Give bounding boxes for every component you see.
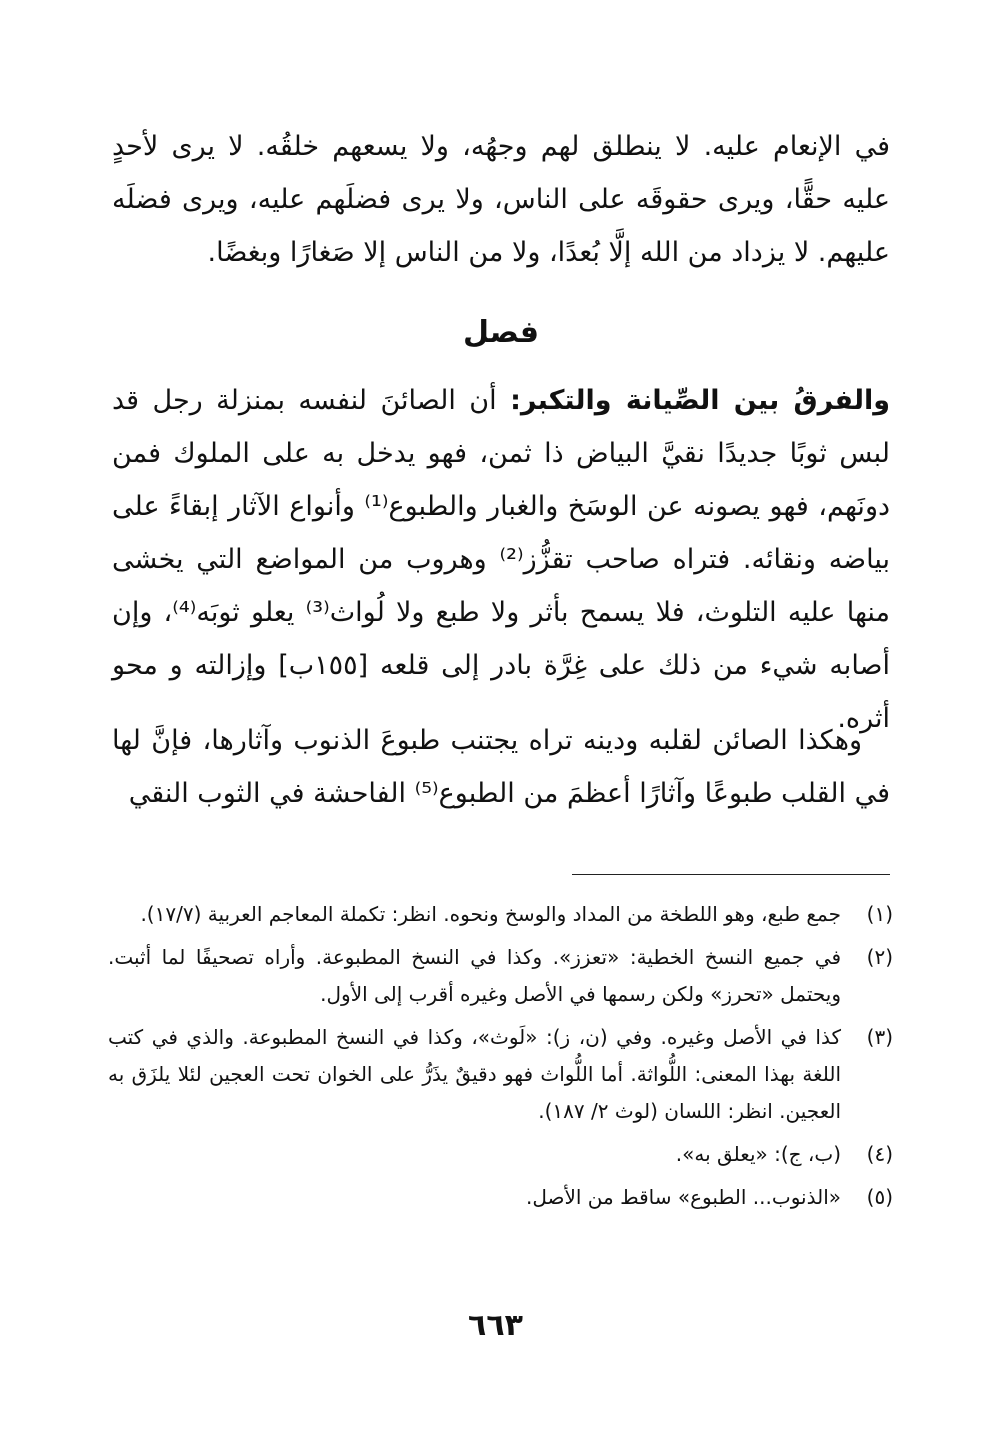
footnote-number: (٢) xyxy=(866,945,893,969)
footnote-number: (٣) xyxy=(866,1025,893,1049)
footnote-item xyxy=(108,1179,893,1216)
footnote-text: كذا في الأصل وغيره. وفي (ن، ز): «لَوث»، وكذا في النسخ المطبوعة. والذي في كتب اللغة بهذا المعنى: اللُّواثة. أما اللُّواث فهو دقيقٌ يذَرُّ على الخوان تحت العجين لئلا يلزَق به العجين. انظر: اللسان (لوث ٢/ ١٨٧). xyxy=(108,1025,841,1123)
footnote-number: (١) xyxy=(866,902,893,926)
page-number: ٦٦٣ xyxy=(468,1308,523,1343)
paragraph-third xyxy=(112,714,890,820)
paragraph-lead-phrase: والفرقُ بين الصِّيانة والتكبر: xyxy=(510,385,891,416)
footnote-item xyxy=(108,1136,893,1173)
footnote-item xyxy=(108,896,893,933)
footnotes xyxy=(108,896,893,1222)
footnote-text: في جميع النسخ الخطية: «تعزز». وكذا في النسخ المطبوعة. وأراه تصحيفًا لما أثبت. ويحتمل «تحرز» ولكن رسمها في الأصل وغيره أقرب إلى الأول. xyxy=(108,945,841,1006)
footnote-item xyxy=(108,939,893,1013)
paragraph-top xyxy=(112,120,890,279)
footnote-item xyxy=(108,1019,893,1130)
footnote-number: (٥) xyxy=(866,1185,893,1209)
footnote-separator xyxy=(572,874,890,875)
section-heading: فصل xyxy=(463,315,539,350)
paragraph-third-text xyxy=(112,714,890,820)
paragraph-third-body: وهكذا الصائن لقلبه ودينه تراه يجتنب طبوعَ الذنوب وآثارها، فإنَّ لها في القلب طبوعًا وآثارًا أعظمَ من الطبوع⁽⁵⁾ الفاحشة في الثوب النقي xyxy=(112,725,890,809)
footnote-number: (٤) xyxy=(866,1142,893,1166)
paragraph-second-body: أن الصائنَ لنفسه بمنزلة رجل قد لبس ثوبًا جديدًا نقيَّ البياض ذا ثمن، فهو يدخل به على الملوك فمن دونَهم، فهو يصونه عن الوسَخ والغبار والطبوع⁽¹⁾ وأنواع الآثار إبقاءً على بياضه ونقائه. فتراه صاحب تقزُّز⁽²⁾ وهروب من المواضع التي يخشى منها عليه التلوث، فلا يسمح بأثر ولا طبع ولا لُواث⁽³⁾ يعلو ثوبَه⁽⁴⁾، وإن أصابه شيء من ذلك على غِرَّة بادر إلى قلعه [١٥٥ب] وإزالته و محو أثره. xyxy=(112,385,891,734)
footnote-text: جمع طبع، وهو اللطخة من المداد والوسخ ونحوه. انظر: تكملة المعاجم العربية (١٧/٧). xyxy=(140,902,841,926)
paragraph-top-text: في الإنعام عليه. لا ينطلق لهم وجهُه، ولا يسعهم خلقُه. لا يرى لأحدٍ عليه حقًّا، ويرى حقوقَه على الناس، ولا يرى فضلَهم عليه، ويرى فضلَه عليهم. لا يزداد من الله إلَّا بُعدًا، ولا من الناس إلا صَغارًا وبغضًا. xyxy=(112,131,890,268)
paragraph-second-text xyxy=(112,374,890,745)
footnote-text: (ب، ج): «يعلق به». xyxy=(675,1142,841,1166)
paragraph-second xyxy=(112,374,890,745)
footnote-text: «الذنوب... الطبوع» ساقط من الأصل. xyxy=(526,1185,841,1209)
